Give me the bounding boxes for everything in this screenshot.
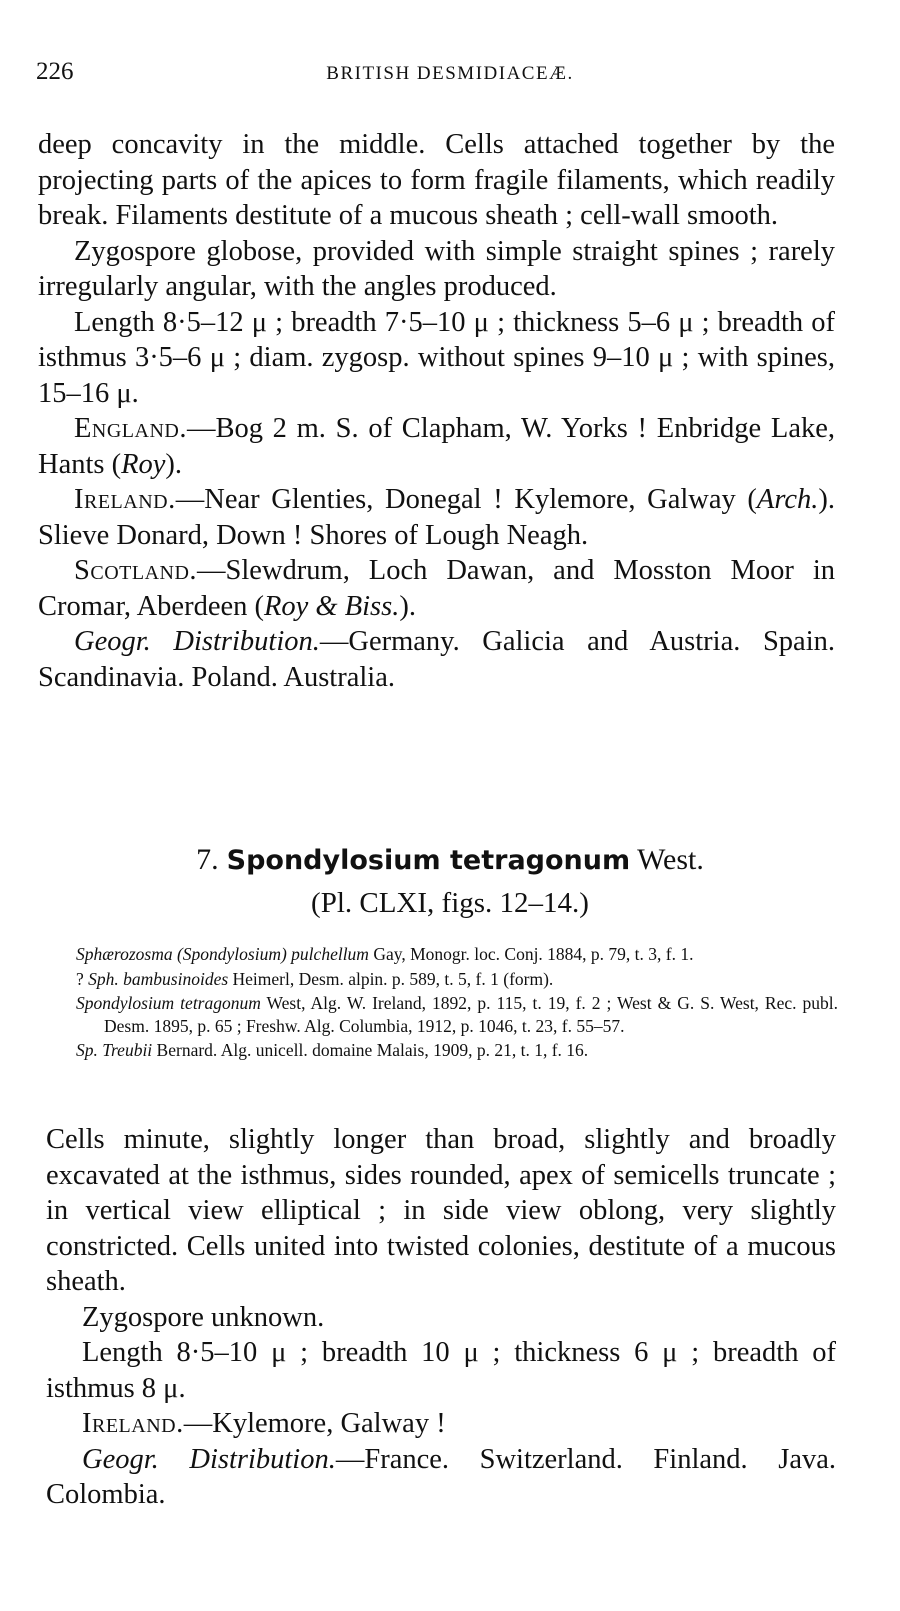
synonym-reference: Bernard. Alg. unicell. domaine Malais, 1909, p. 21, t. 1, f. 16.: [152, 1040, 589, 1060]
geographic-distribution: [46, 1442, 836, 1513]
region-label-ireland: Ireland.: [82, 1408, 184, 1439]
region-label-ireland: Ireland.: [74, 484, 176, 515]
authority-arch: Arch.: [756, 484, 819, 515]
scotland-text: —Slewdrum, Loch Dawan, and Mosston Moor in Cromar, Aberdeen (: [38, 555, 835, 622]
synonym-name: Spondylosium tetragonum: [76, 993, 261, 1013]
ireland-text: —Near Glenties, Donegal ! Kylemore, Galway (: [175, 484, 757, 515]
measurements-paragraph: Length 8·5–12 μ ; breadth 7·5–10 μ ; thickness 5–6 μ ; breadth of isthmus 3·5–6 μ ; diam. zygosp. without spines 9–10 μ ; with spines, 15–16 μ.: [38, 306, 835, 409]
authority-roy: Roy: [121, 448, 166, 480]
description-continuation: deep concavity in the middle. Cells attached together by the projecting parts of the apices to form fragile filaments, which readily break. Filaments destitute of a mucous sheath ; cell-wall smooth.: [38, 129, 835, 231]
synonym-reference: Heimerl, Desm. alpin. p. 589, t. 5, f. 1 (form).: [228, 968, 554, 989]
authority-roy-biss: Roy & Biss.: [263, 590, 400, 622]
england-close: ).: [165, 448, 183, 480]
synonym-reference: West, Alg. W. Ireland, 1892, p. 115, t. 19, f. 2 ; West & G. S. West, Rec. publ. Desm. 1895, p. 65 ; Freshw. Alg. Columbia, 1912, p. 1046, t. 23, f. 55–57.: [104, 993, 838, 1036]
page-header: [36, 58, 864, 92]
ireland-text-cont: ). Slieve Donard, Down ! Shores of Lough Neagh.: [38, 484, 835, 551]
zygospore-paragraph: Zygospore globose, provided with simple straight spines ; rarely irregularly angular, with the angles produced.: [38, 235, 835, 302]
geographic-distribution: [38, 624, 835, 695]
region-label-england: England.: [74, 413, 187, 444]
species-7-description: [46, 1122, 836, 1513]
ireland-text: —Kylemore, Galway !: [183, 1408, 446, 1439]
synonym-reference: Gay, Monogr. loc. Conj. 1884, p. 79, t. 3, f. 1.: [368, 944, 694, 964]
synonym-name: Sp. Treubii: [76, 1040, 153, 1060]
synonymy-list: [76, 943, 838, 1064]
synonym-entry: [76, 968, 838, 991]
synonym-name: Sphærozosma (Spondylosium) pulchellum: [76, 944, 369, 964]
scotland-localities: [38, 553, 835, 624]
geogr-label: Geogr. Distribution.: [82, 1443, 336, 1475]
synonym-name: Sph. bambusinoides: [88, 968, 229, 989]
scotland-close: ).: [399, 590, 416, 622]
ireland-localities: [46, 1406, 836, 1442]
zygospore-paragraph: Zygospore unknown.: [82, 1301, 325, 1333]
page-number: 226: [36, 58, 74, 85]
geogr-label: Geogr. Distribution.: [74, 626, 320, 657]
synonym-entry: [76, 943, 838, 966]
species-name: Spondylosium tetragonum: [226, 845, 631, 876]
geogr-text: —France. Switzerland. Finland. Java. Colombia.: [46, 1443, 836, 1510]
species-heading: [0, 843, 900, 877]
synonym-entry: [76, 1039, 838, 1062]
region-label-scotland: Scotland.: [74, 555, 198, 586]
species-6-description: [38, 127, 835, 695]
cell-description: Cells minute, slightly longer than broad, slightly and broadly excavated at the isthmus, sides rounded, apex of semicells truncate ; in vertical view elliptical ; in side view oblong, very slightly constricted. Cells united into twisted colonies, destitute of a mucous sheath.: [46, 1124, 836, 1297]
england-text: —Bog 2 m. S. of Clapham, W. Yorks ! Enbridge Lake, Hants (: [38, 413, 835, 480]
species-number: 7.: [196, 843, 219, 876]
ireland-localities: [38, 482, 835, 553]
england-localities: [38, 411, 835, 482]
measurements-paragraph: Length 8·5–10 μ ; breadth 10 μ ; thickness 6 μ ; breadth of isthmus 8 μ.: [46, 1337, 836, 1404]
plate-reference: (Pl. CLXI, figs. 12–14.): [311, 887, 589, 919]
synonym-entry: [76, 992, 838, 1037]
running-title: BRITISH DESMIDIACEÆ.: [326, 63, 574, 84]
geogr-text: —Germany. Galicia and Austria. Spain. Scandinavia. Poland. Australia.: [38, 626, 835, 693]
synonym-prefix: ?: [76, 968, 89, 989]
species-author: West.: [637, 843, 704, 876]
